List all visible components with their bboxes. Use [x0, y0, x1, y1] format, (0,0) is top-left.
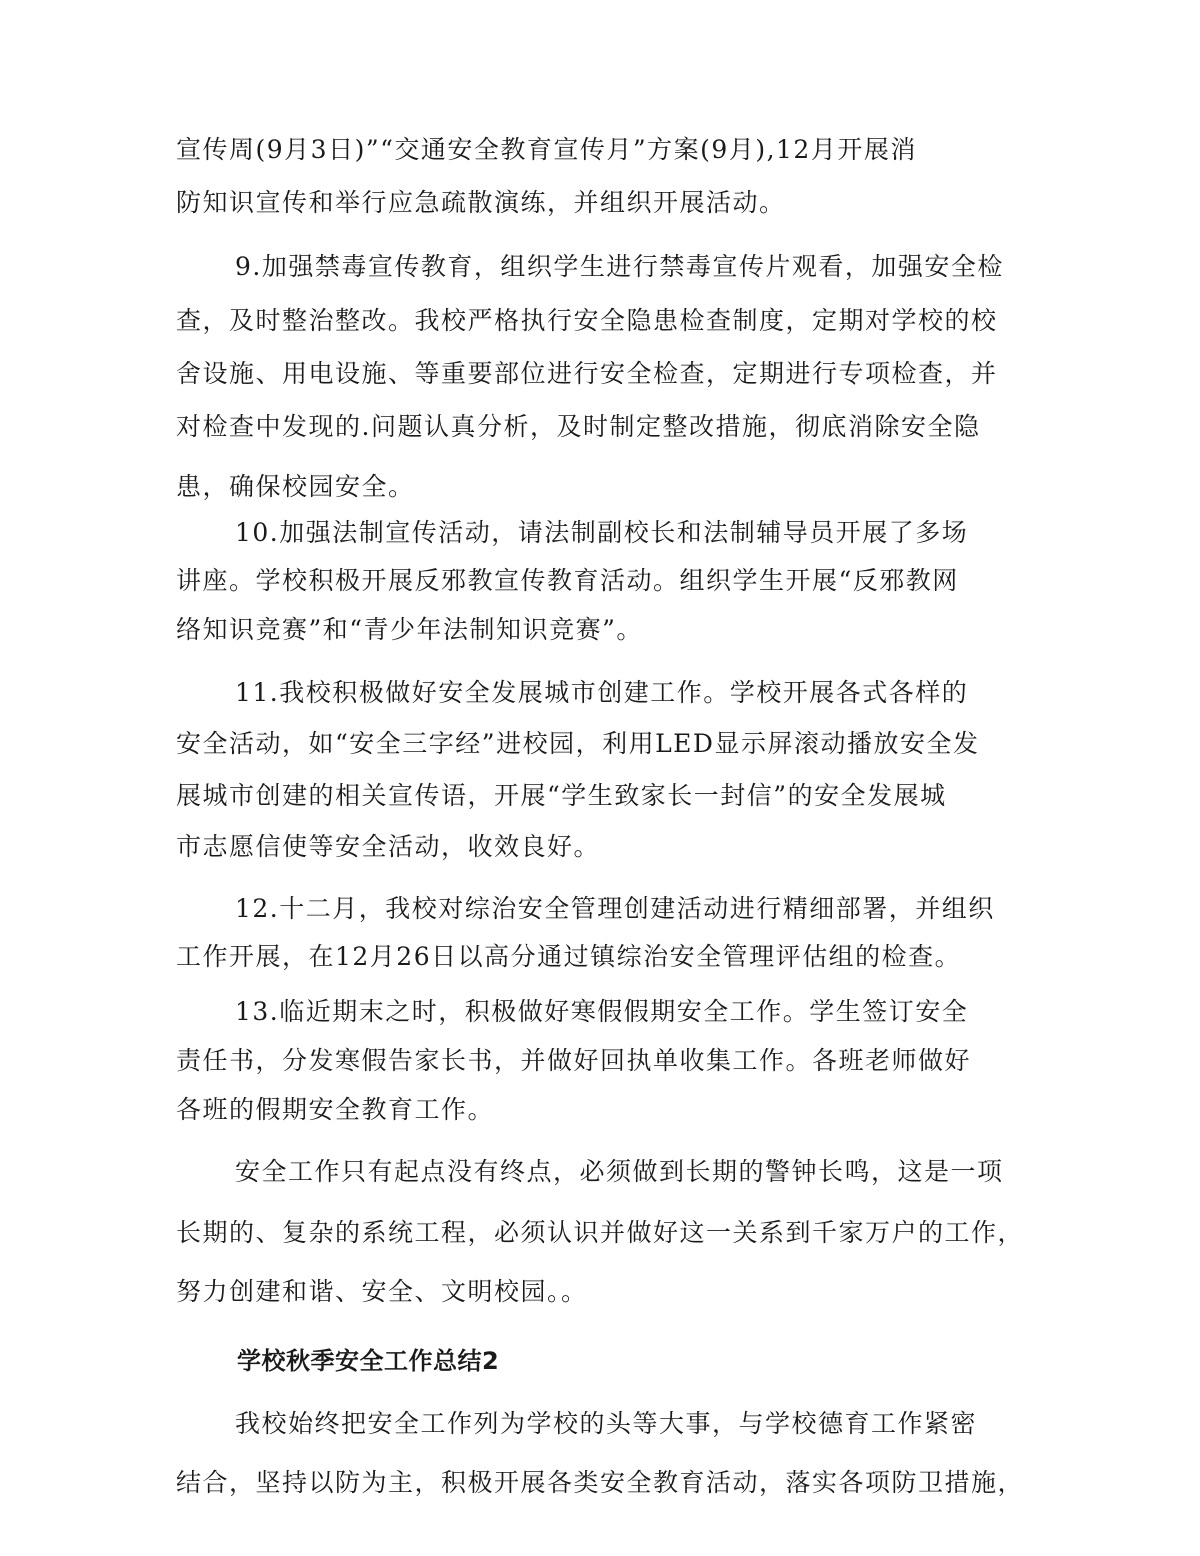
text-line: 9.加强禁毒宣传教育，组织学生进行禁毒宣传片观看，加强安全检	[235, 252, 1004, 281]
text-line: 责任书，分发寒假告家长书，并做好回执单收集工作。各班老师做好	[176, 1046, 972, 1075]
text-line: 11.我校积极做好安全发展城市创建工作。学校开展各式各样的	[235, 678, 969, 707]
text-line: 市志愿信使等安全活动，收效良好。	[176, 832, 601, 861]
text-line: 展城市创建的相关宣传语，开展“学生致家长一封信”的安全发展城	[176, 781, 947, 810]
text-line: 安全工作只有起点没有终点，必须做到长期的警钟长鸣，这是一项	[235, 1157, 1004, 1186]
text-line: 各班的假期安全教育工作。	[176, 1095, 495, 1124]
text-line: 长期的、复杂的系统工程，必须认识并做好这一关系到千家万户的工作，	[176, 1218, 1025, 1247]
text-line: 对检查中发现的.问题认真分析，及时制定整改措施，彻底消除安全隐	[176, 412, 981, 441]
text-line: 宣传周(9月3日)”“交通安全教育宣传月”方案(9月),12月开展消	[176, 135, 917, 164]
text-line: 10.加强法制宣传活动，请法制副校长和法制辅导员开展了多场	[235, 518, 969, 547]
text-line: 结合，坚持以防为主，积极开展各类安全教育活动，落实各项防卫措施，	[176, 1468, 1025, 1497]
text-line: 络知识竞赛”和“青少年法制知识竞赛”。	[176, 615, 643, 644]
text-line: 我校始终把安全工作列为学校的头等大事，与学校德育工作紧密	[235, 1409, 978, 1438]
text-line: 努力创建和谐、安全、文明校园。。	[176, 1277, 588, 1306]
text-line: 舍设施、用电设施、等重要部位进行安全检查，定期进行专项检查，并	[176, 359, 998, 388]
section-heading: 学校秋季安全工作总结2	[237, 1347, 500, 1375]
text-line: 讲座。学校积极开展反邪教宣传教育活动。组织学生开展“反邪教网	[176, 566, 959, 595]
text-line: 患，确保校园安全。	[176, 472, 415, 501]
text-line: 安全活动，如“安全三字经”进校园，利用LED显示屏滚动播放安全发	[176, 729, 980, 758]
text-line: 查，及时整治整改。我校严格执行安全隐患检查制度，定期对学校的校	[176, 306, 998, 335]
text-line: 防知识宣传和举行应急疏散演练，并组织开展活动。	[176, 188, 786, 217]
text-line: 13.临近期末之时，积极做好寒假假期安全工作。学生签订安全	[235, 997, 969, 1026]
text-line: 12.十二月，我校对综治安全管理创建活动进行精细部署，并组织	[235, 894, 995, 923]
text-line: 工作开展，在12月26日以高分通过镇综治安全管理评估组的检查。	[176, 942, 962, 971]
